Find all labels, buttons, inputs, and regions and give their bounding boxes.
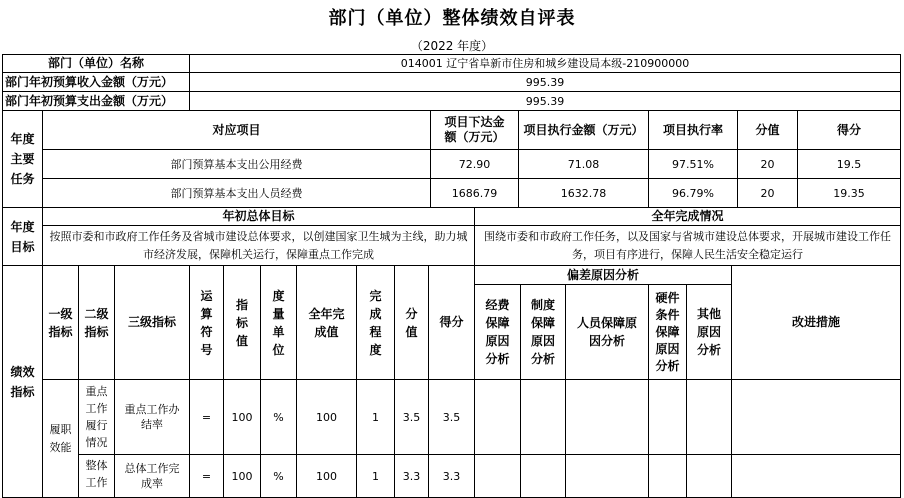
goals-section-label: 年度目标 [2, 207, 43, 266]
perf-row-1-indicator-value: 100 [223, 379, 261, 455]
task-row-2-score-value: 20 [737, 178, 798, 208]
perf-row-2-dev-other [686, 454, 732, 498]
page-title: 部门（单位）整体绩效自评表 [328, 8, 576, 29]
perf-header-improvement: 改进措施 [731, 265, 901, 380]
income-value: 995.39 [189, 72, 901, 92]
tasks-section-label: 年度主要任务 [2, 110, 43, 208]
tasks-header-project: 对应项目 [42, 110, 431, 150]
perf-row-2-dev-system [520, 454, 566, 498]
perf-row-2-score-value: 3.3 [394, 454, 429, 498]
perf-header-dev-hardware: 硬件条件保障原因分析 [648, 284, 687, 380]
perf-row-2-unit: % [260, 454, 297, 498]
perf-row-2-level3: 总体工作完成率 [114, 454, 190, 498]
task-row-2-executed: 1632.78 [518, 178, 649, 208]
perf-header-annual-value: 全年完成值 [296, 265, 357, 380]
perf-header-level1: 一级指标 [42, 265, 79, 380]
tasks-header-score: 得分 [797, 110, 901, 150]
perf-header-deviation: 偏差原因分析 [474, 265, 732, 285]
perf-row-2-improvement [731, 454, 901, 498]
task-row-1-name: 部门预算基本支出公用经费 [42, 149, 431, 179]
perf-row-2-indicator-value: 100 [223, 454, 261, 498]
perf-row-1-annual-value: 100 [296, 379, 357, 455]
perf-row-1-unit: % [260, 379, 297, 455]
task-row-1-score-value: 20 [737, 149, 798, 179]
perf-row-2-dev-hardware [648, 454, 687, 498]
perf-row-1-dev-other [686, 379, 732, 455]
task-row-1-score: 19.5 [797, 149, 901, 179]
goals-initial-header: 年初总体目标 [42, 207, 475, 226]
goals-completion-header: 全年完成情况 [474, 207, 901, 226]
tasks-header-rate: 项目执行率 [648, 110, 738, 150]
perf-row-1-operator: = [189, 379, 224, 455]
perf-header-dev-system: 制度保障原因分析 [520, 284, 566, 380]
perf-row-1-score-value: 3.5 [394, 379, 429, 455]
goals-completion-text: 围绕市委和市政府工作任务，以及国家与省城市建设总体要求，开展城市建设工作任务，项目有序进行，保障人民生活安全稳定运行 [474, 225, 901, 266]
perf-header-completion-degree: 完成程度 [356, 265, 395, 380]
perf-row-1-level2: 重点工作履行情况 [78, 379, 115, 455]
perf-level1-value: 履职效能 [42, 379, 79, 498]
performance-section-label: 绩效指标 [2, 265, 43, 498]
perf-row-1-dev-hardware [648, 379, 687, 455]
unit-name-value: 014001 辽宁省阜新市住房和城乡建设局本级-210900000 [189, 54, 901, 73]
perf-row-2-score: 3.3 [428, 454, 475, 498]
task-row-1-rate: 97.51% [648, 149, 738, 179]
perf-header-dev-other: 其他原因分析 [686, 284, 732, 380]
task-row-1-issued: 72.90 [430, 149, 519, 179]
task-row-1-executed: 71.08 [518, 149, 649, 179]
perf-row-2-level2: 整体工作 [78, 454, 115, 498]
expense-label: 部门年初预算支出金额（万元） [2, 91, 190, 111]
income-label: 部门年初预算收入金额（万元） [2, 72, 190, 92]
perf-header-score-value: 分值 [394, 265, 429, 380]
goals-initial-text: 按照市委和市政府工作任务及省城市建设总体要求，以创建国家卫生城为主线，助力城市经济发展，保障机关运行，保障重点工作完成 [42, 225, 475, 266]
perf-header-indicator-value: 指标值 [223, 265, 261, 380]
task-row-2-rate: 96.79% [648, 178, 738, 208]
task-row-2-name: 部门预算基本支出人员经费 [42, 178, 431, 208]
perf-header-score: 得分 [428, 265, 475, 380]
perf-row-1-level3: 重点工作办结率 [114, 379, 190, 455]
perf-header-unit: 度量单位 [260, 265, 297, 380]
perf-row-2-operator: = [189, 454, 224, 498]
perf-row-1-dev-system [520, 379, 566, 455]
perf-row-2-annual-value: 100 [296, 454, 357, 498]
tasks-header-issued: 项目下达金额（万元） [430, 110, 519, 150]
expense-value: 995.39 [189, 91, 901, 111]
tasks-header-score-value: 分值 [737, 110, 798, 150]
perf-header-level3: 三级指标 [114, 265, 190, 380]
perf-header-operator: 运算符号 [189, 265, 224, 380]
task-row-2-score: 19.35 [797, 178, 901, 208]
perf-header-dev-personnel: 人员保障原因分析 [565, 284, 649, 380]
tasks-header-executed: 项目执行金额（万元） [518, 110, 649, 150]
perf-row-1-dev-funding [474, 379, 521, 455]
perf-row-2-dev-funding [474, 454, 521, 498]
perf-header-level2: 二级指标 [78, 265, 115, 380]
perf-row-1-completion-degree: 1 [356, 379, 395, 455]
perf-row-1-improvement [731, 379, 901, 455]
perf-row-2-dev-personnel [565, 454, 649, 498]
unit-name-label: 部门（单位）名称 [2, 54, 190, 73]
perf-row-1-score: 3.5 [428, 379, 475, 455]
task-row-2-issued: 1686.79 [430, 178, 519, 208]
perf-header-dev-funding: 经费保障原因分析 [474, 284, 521, 380]
perf-row-2-completion-degree: 1 [356, 454, 395, 498]
perf-row-1-dev-personnel [565, 379, 649, 455]
fiscal-year: （2022 年度） [410, 39, 494, 53]
